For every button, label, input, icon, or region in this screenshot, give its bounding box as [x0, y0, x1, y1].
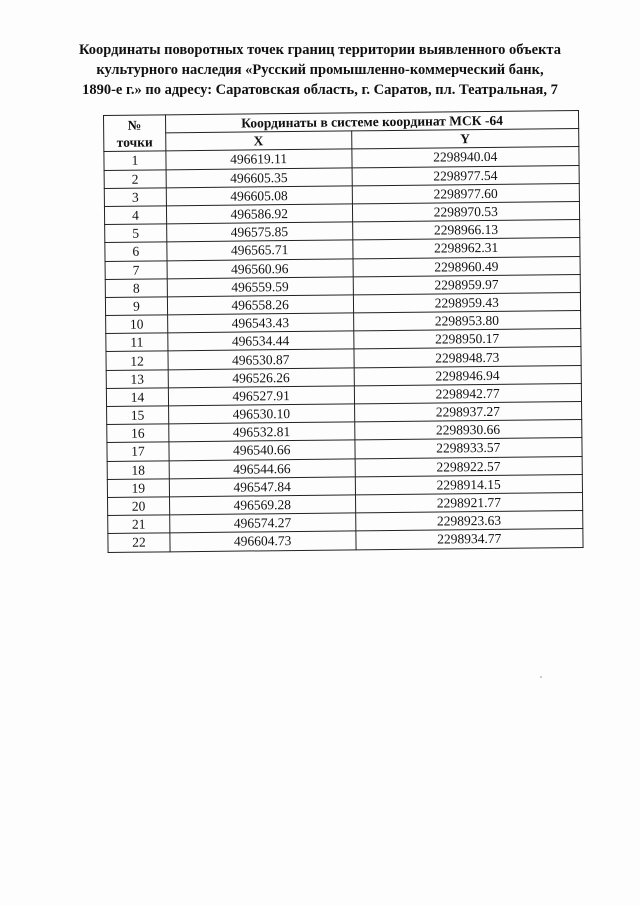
- point-number-cell: 5: [105, 224, 167, 243]
- title-line-2: культурного наследия «Русский промышленно-коммерческий банк,: [96, 62, 544, 78]
- x-coordinate-cell: 496530.10: [168, 404, 354, 424]
- x-coordinate-cell: 496605.35: [166, 167, 352, 187]
- y-coordinate-cell: 2298922.57: [355, 456, 583, 477]
- x-coordinate-cell: 496619.11: [166, 149, 352, 169]
- y-coordinate-cell: 2298977.54: [352, 165, 580, 186]
- point-number-cell: 21: [108, 515, 170, 534]
- point-number-cell: 11: [106, 333, 168, 352]
- x-coordinate-cell: 496559.59: [167, 277, 353, 297]
- x-coordinate-cell: 496586.92: [166, 204, 352, 224]
- x-coordinate-cell: 496532.81: [169, 422, 355, 442]
- x-coordinate-cell: 496565.71: [167, 240, 353, 260]
- title-line-1: Координаты поворотных точек границ территории выявленного объекта: [79, 42, 561, 58]
- point-number-cell: 17: [107, 442, 169, 461]
- point-number-cell: 1: [104, 151, 166, 170]
- point-number-cell: 14: [106, 388, 168, 407]
- point-number-cell: 9: [105, 297, 167, 316]
- point-number-cell: 7: [105, 260, 167, 279]
- scan-speck: [540, 676, 542, 678]
- point-number-cell: 3: [104, 188, 166, 207]
- title-line-3: 1890-е г.» по адресу: Саратовская область, г. Саратов, пл. Театральная, 7: [82, 82, 558, 98]
- x-coordinate-cell: 496530.87: [168, 349, 354, 369]
- y-coordinate-cell: 2298959.43: [353, 292, 581, 313]
- point-number-cell: 15: [107, 406, 169, 425]
- y-coordinate-cell: 2298934.77: [355, 529, 583, 550]
- point-number-cell: 6: [105, 242, 167, 261]
- coordinates-table: [103, 110, 584, 552]
- y-coordinate-cell: 2298940.04: [351, 147, 579, 168]
- point-number-cell: 19: [107, 479, 169, 498]
- y-coordinate-cell: 2298966.13: [352, 220, 580, 241]
- table-body: [104, 147, 583, 552]
- x-coordinate-cell: 496547.84: [169, 477, 355, 497]
- coordinates-caption-header: Координаты в системе координат МСК -64: [165, 111, 578, 134]
- point-number-cell: 4: [104, 206, 166, 225]
- document-title: [40, 40, 600, 100]
- y-coordinate-cell: 2298950.17: [353, 329, 581, 350]
- y-coordinate-cell: 2298960.49: [353, 256, 581, 277]
- point-number-cell: 12: [106, 351, 168, 370]
- point-number-cell: 8: [105, 279, 167, 298]
- x-coordinate-cell: 496575.85: [167, 222, 353, 242]
- y-coordinate-cell: 2298942.77: [354, 383, 582, 404]
- y-coordinate-cell: 2298937.27: [354, 402, 582, 423]
- x-coordinate-cell: 496540.66: [169, 440, 355, 460]
- x-column-header: X: [166, 131, 352, 151]
- point-number-cell: 20: [108, 497, 170, 516]
- point-number-cell: 16: [107, 424, 169, 443]
- point-number-cell: 22: [108, 533, 170, 552]
- y-coordinate-cell: 2298953.80: [353, 311, 581, 332]
- y-coordinate-cell: 2298921.77: [355, 492, 583, 513]
- point-number-header: [104, 115, 166, 152]
- x-coordinate-cell: 496527.91: [168, 386, 354, 406]
- point-number-header-line1: №: [127, 117, 142, 133]
- point-number-cell: 18: [107, 460, 169, 479]
- y-coordinate-cell: 2298962.31: [352, 238, 580, 259]
- point-number-cell: 13: [106, 369, 168, 388]
- x-coordinate-cell: 496574.27: [170, 513, 356, 533]
- y-coordinate-cell: 2298970.53: [352, 201, 580, 222]
- y-coordinate-cell: 2298948.73: [353, 347, 581, 368]
- x-coordinate-cell: 496534.44: [168, 331, 354, 351]
- y-coordinate-cell: 2298959.97: [353, 274, 581, 295]
- y-coordinate-cell: 2298977.60: [352, 183, 580, 204]
- y-coordinate-cell: 2298923.63: [355, 511, 583, 532]
- x-coordinate-cell: 496558.26: [167, 295, 353, 315]
- point-number-cell: 2: [104, 169, 166, 188]
- x-coordinate-cell: 496526.26: [168, 368, 354, 388]
- x-coordinate-cell: 496605.08: [166, 186, 352, 206]
- y-coordinate-cell: 2298930.66: [354, 420, 582, 441]
- y-coordinate-cell: 2298946.94: [354, 365, 582, 386]
- x-coordinate-cell: 496604.73: [170, 531, 356, 551]
- x-coordinate-cell: 496543.43: [168, 313, 354, 333]
- y-coordinate-cell: 2298914.15: [355, 474, 583, 495]
- x-coordinate-cell: 496569.28: [169, 495, 355, 515]
- x-coordinate-cell: 496560.96: [167, 258, 353, 278]
- table-row: [108, 529, 583, 552]
- y-coordinate-cell: 2298933.57: [354, 438, 582, 459]
- point-number-header-line2: точки: [116, 134, 153, 150]
- x-coordinate-cell: 496544.66: [169, 458, 355, 478]
- point-number-cell: 10: [106, 315, 168, 334]
- y-column-header: Y: [351, 129, 579, 150]
